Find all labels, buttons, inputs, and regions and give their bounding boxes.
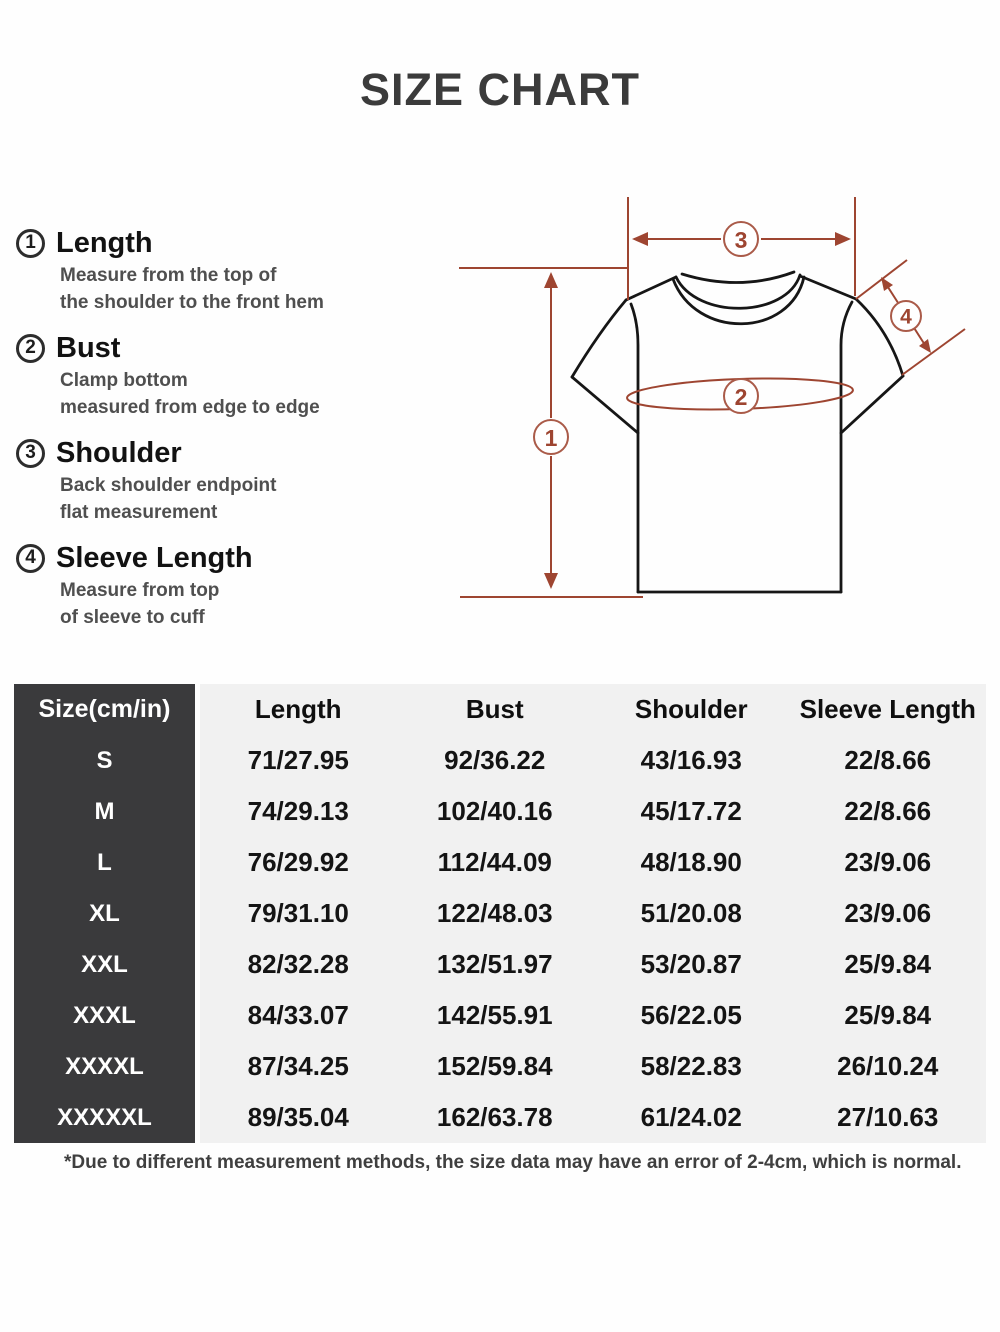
column-header-length: Length	[254, 694, 342, 724]
arrowhead-up	[544, 272, 558, 288]
size-table-size-column	[14, 684, 195, 1143]
dim-bust	[627, 375, 854, 413]
right-shoulder-seam	[800, 276, 856, 299]
arrowhead-lower	[919, 339, 931, 353]
measurement-value: 51/20.08	[640, 898, 742, 928]
definition-desc-line: Measure from the top of	[60, 265, 277, 286]
definition-term: Bust	[56, 331, 121, 364]
arrowhead-upper	[881, 277, 893, 291]
measurement-value: 87/34.25	[247, 1051, 349, 1081]
definition-term: Length	[56, 226, 153, 259]
measurement-value: 71/27.95	[247, 745, 349, 775]
dim-label-1: 1	[544, 425, 558, 451]
measurement-definitions	[16, 224, 456, 644]
measurement-value: 74/29.13	[247, 796, 349, 826]
extension-line	[902, 329, 965, 375]
number-4-circle-icon: 4	[16, 544, 45, 573]
definition-term: Shoulder	[56, 436, 182, 469]
size-column-header: Size(cm/in)	[38, 695, 171, 723]
measurement-value: 23/9.06	[844, 898, 932, 928]
measurement-value: 84/33.07	[247, 1000, 349, 1030]
page-title: SIZE CHART	[360, 64, 640, 115]
measurement-value: 112/44.09	[437, 847, 552, 877]
footnote: *Due to different measurement methods, the size data may have an error of 2-4cm, which is normal.	[64, 1152, 962, 1173]
definition-sleeve-length	[16, 539, 456, 631]
measurement-value: 58/22.83	[640, 1051, 742, 1081]
measurement-value: 53/20.87	[640, 949, 742, 979]
size-label: XXXXL	[65, 1052, 144, 1080]
tshirt-measurement-diagram	[440, 185, 1000, 665]
definition-shoulder	[16, 434, 456, 526]
extension-line	[856, 260, 907, 299]
right-cuff	[841, 376, 903, 433]
dim-length	[459, 268, 643, 597]
column-header-sleeve-length: Sleeve Length	[799, 694, 976, 724]
measurement-value: 27/10.63	[837, 1102, 939, 1132]
definition-length	[16, 224, 456, 316]
measurement-value: 89/35.04	[247, 1102, 349, 1132]
measurement-value: 132/51.97	[436, 949, 553, 979]
measurement-value: 45/17.72	[640, 796, 742, 826]
size-label: S	[96, 746, 113, 774]
definition-term: Sleeve Length	[56, 541, 253, 574]
measurement-value: 43/16.93	[640, 745, 742, 775]
measurement-value: 22/8.66	[844, 796, 932, 826]
left-cuff	[572, 377, 638, 433]
column-header-shoulder: Shoulder	[634, 694, 748, 724]
size-label: XXL	[81, 950, 128, 978]
measurement-value: 162/63.78	[436, 1102, 553, 1132]
measurement-value: 122/48.03	[436, 898, 553, 928]
definition-bust	[16, 329, 456, 421]
measurement-value: 152/59.84	[436, 1051, 553, 1081]
size-label: XL	[89, 899, 120, 927]
dim-label-4: 4	[900, 305, 912, 329]
size-label: XXXL	[73, 1001, 136, 1029]
number-2-circle-icon: 2	[16, 334, 45, 363]
measurement-value: 102/40.16	[436, 796, 553, 826]
definition-desc-line: the shoulder to the front hem	[60, 292, 324, 313]
number-1-circle-icon: 1	[16, 229, 45, 258]
definition-desc-line: of sleeve to cuff	[60, 607, 205, 628]
measurement-value: 56/22.05	[640, 1000, 742, 1030]
measurement-value: 26/10.24	[837, 1051, 939, 1081]
definition-desc-line: Measure from top	[60, 580, 220, 601]
measurement-value: 79/31.10	[247, 898, 349, 928]
measurement-value: 22/8.66	[844, 745, 932, 775]
size-label: XXXXXL	[57, 1103, 152, 1131]
measurement-value: 76/29.92	[247, 847, 349, 877]
size-label: L	[97, 848, 112, 876]
definition-desc-line: Back shoulder endpoint	[60, 475, 277, 496]
definition-desc-line: measured from edge to edge	[60, 397, 320, 418]
arrowhead-right	[835, 232, 851, 246]
measurement-value: 23/9.06	[844, 847, 932, 877]
left-shoulder-seam	[626, 277, 676, 300]
collar-rib-top	[676, 275, 800, 308]
size-table	[200, 684, 986, 1143]
arrowhead-down	[544, 573, 558, 589]
left-sleeve-outer	[572, 300, 626, 377]
number-3-circle-icon: 3	[16, 439, 45, 468]
measurement-value: 25/9.84	[844, 1000, 932, 1030]
collar-rib-bottom	[673, 277, 804, 324]
measurement-value: 48/18.90	[640, 847, 742, 877]
dim-label-2: 2	[734, 384, 748, 410]
column-header-bust: Bust	[465, 694, 524, 724]
definition-desc-line: Clamp bottom	[60, 370, 188, 391]
right-body-side	[841, 302, 852, 592]
measurement-value: 142/55.91	[436, 1000, 553, 1030]
size-label: M	[94, 797, 115, 825]
dim-label-3: 3	[734, 227, 748, 253]
left-body-side	[631, 304, 638, 592]
measurement-value: 82/32.28	[247, 949, 349, 979]
measurement-value: 25/9.84	[844, 949, 932, 979]
tshirt-outline	[572, 272, 903, 592]
collar-back	[682, 272, 794, 283]
arrowhead-left	[632, 232, 648, 246]
measurement-value: 61/24.02	[640, 1102, 742, 1132]
measurement-value: 92/36.22	[444, 745, 546, 775]
definition-desc-line: flat measurement	[60, 502, 218, 523]
